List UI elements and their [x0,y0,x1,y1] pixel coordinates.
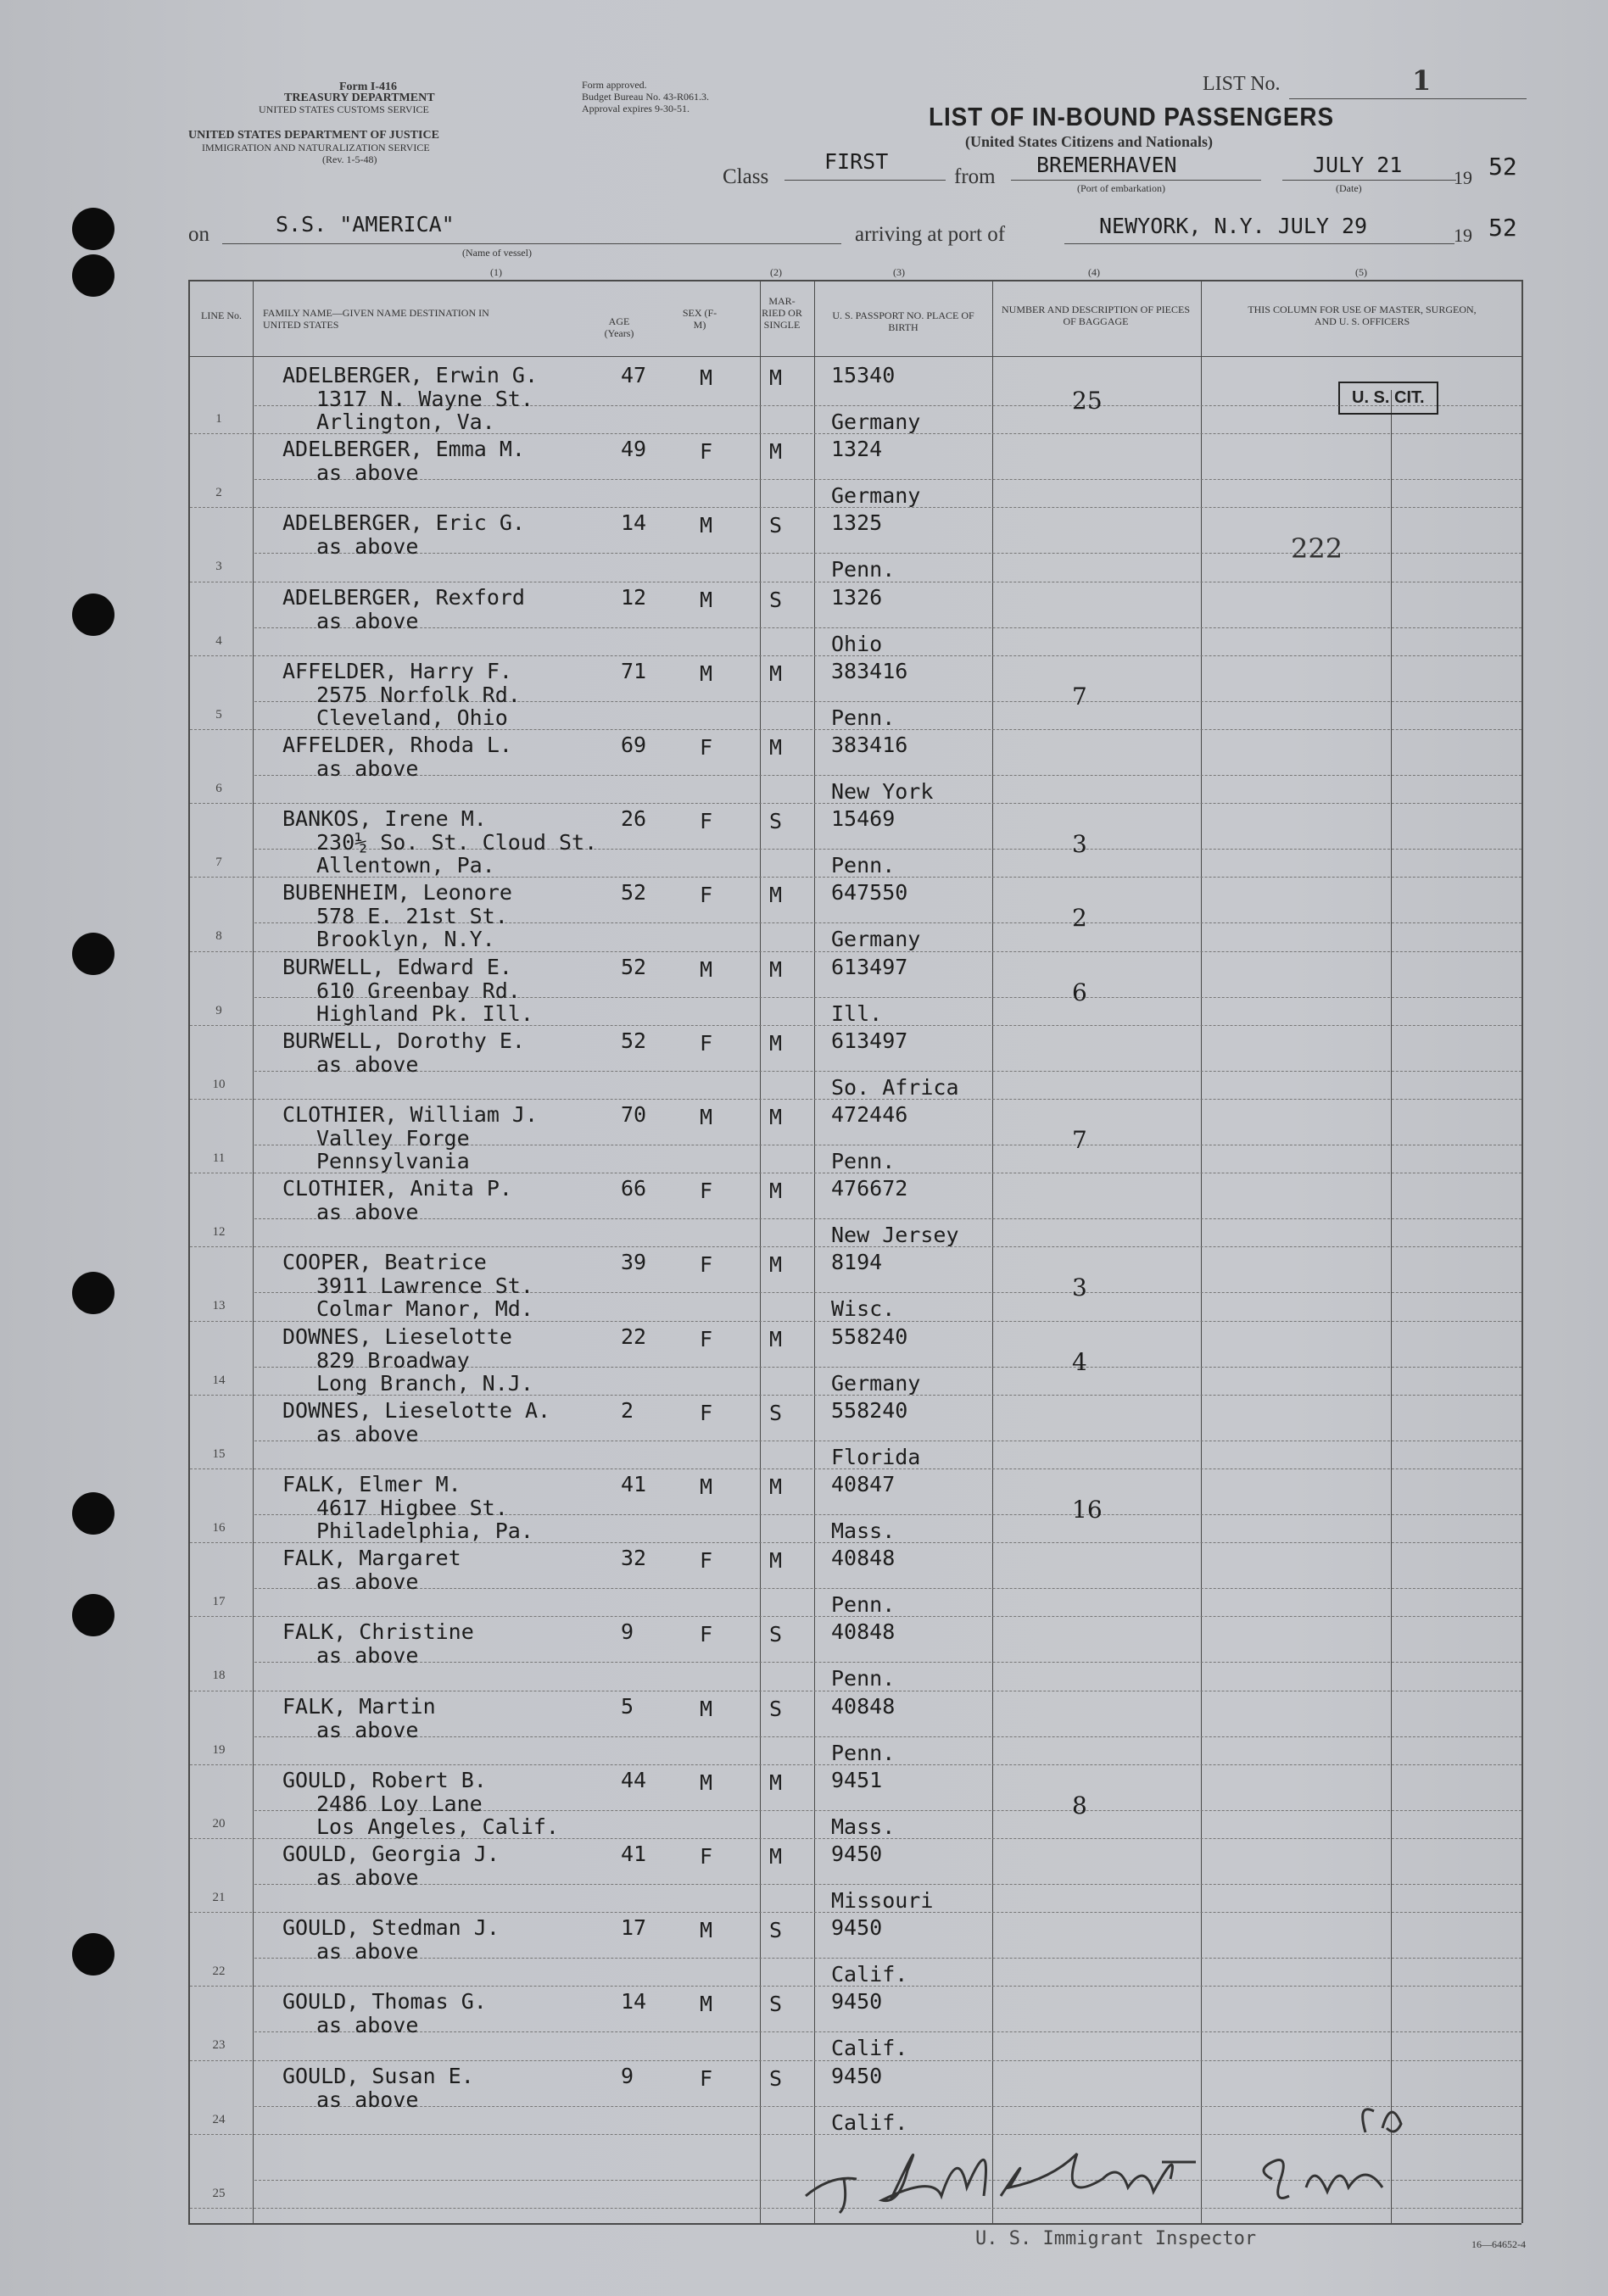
line-number: 15 [212,1446,226,1461]
passenger-name: FALK, Margaret [282,1546,461,1571]
baggage-count: 2 [1072,904,1087,933]
address-line-1: as above [316,2087,419,2112]
marital-status: M [769,1326,783,1351]
line-number: 24 [212,2112,226,2126]
year-prefix: 19 [1454,167,1472,188]
annotation-222: 222 [1291,532,1343,565]
address-line-2: Philadelphia, Pa. [316,1519,533,1543]
sex: M [700,1474,713,1499]
passport-number: 383416 [831,658,908,683]
sex: M [700,660,713,686]
budget-bureau: Budget Bureau No. 43-R061.3. [582,91,709,103]
arrival-underline [1064,243,1454,244]
address-line-2: Brooklyn, N.Y. [316,927,495,952]
line-number: 16 [212,1521,226,1535]
place-of-birth: Mass. [831,1519,896,1543]
baggage-count: 4 [1072,1347,1087,1376]
place-of-birth: Germany [831,927,921,952]
col-divider [253,280,254,2223]
sex: F [700,1844,713,1869]
header-baggage: NUMBER AND DESCRIPTION OF PIECES OF BAGGAGE [1001,304,1191,327]
inspector-signature [797,2094,1459,2221]
age: 41 [621,1472,647,1496]
sex: M [700,513,713,538]
line-number: 19 [212,1742,226,1757]
column-number-4: (4) [1088,266,1100,278]
passenger-name: FALK, Elmer M. [282,1472,461,1496]
line-number: 13 [212,1299,226,1313]
embark-date: JULY 21 [1313,153,1403,177]
marital-status: M [769,1252,783,1278]
header-name: FAMILY NAME—GIVEN NAME DESTINATION IN UNITED STATES [263,307,489,331]
row-guide [254,775,1521,776]
header-married: MAR- RIED OR SINGLE [762,295,802,331]
age: 70 [621,1102,647,1127]
col-divider [1201,280,1202,2223]
line-number: 18 [212,1669,226,1683]
punch-hole [72,254,114,297]
marital-status: M [769,439,783,465]
sex: F [700,883,713,908]
row-guide [254,1662,1521,1663]
address-line-1: as above [316,1200,419,1225]
row-guide [254,1588,1521,1589]
baggage-count: 3 [1072,1273,1087,1302]
baggage-count: 25 [1072,387,1103,415]
header-line-no: LINE No. [201,309,242,321]
arriving-label: arriving at port of [855,223,1006,246]
passenger-name: DOWNES, Lieselotte A. [282,1397,551,1423]
form-approved: Form approved. [582,79,647,91]
line-number: 6 [215,782,222,795]
age: 32 [621,1546,647,1571]
marital-status: S [769,2065,783,2091]
age: 39 [621,1250,647,1275]
address-line-1: as above [316,1421,419,1446]
place-of-birth: So. Africa [831,1074,959,1100]
punch-hole [72,1933,114,1976]
line-number: 25 [212,2186,226,2200]
header-bottom-rule [188,356,1521,357]
date-caption: (Date) [1336,182,1362,194]
marital-status: M [769,660,783,686]
passport-number: 15340 [831,363,896,387]
place-of-birth: Penn. [831,1592,896,1618]
baggage-count: 7 [1072,682,1087,711]
marital-status: S [769,513,783,538]
address-line-2: Highland Pk. Ill. [316,1000,533,1026]
passport-number: 15469 [831,806,896,832]
marital-status: M [769,1474,783,1499]
age: 14 [621,1989,647,2015]
col-divider [1521,280,1523,2223]
row-guide [254,1218,1521,1219]
address-line-2: Colmar Manor, Md. [316,1296,533,1322]
sex: M [700,1696,713,1721]
address-line-1: 4617 Higbee St. [316,1496,508,1520]
place-of-birth: Missouri [831,1888,934,1913]
vessel-name: S.S. "AMERICA" [276,212,455,237]
sex: F [700,439,713,465]
address-line-1: 829 Broadway [316,1347,470,1373]
age: 66 [621,1176,647,1201]
address-line-1: as above [316,460,419,486]
age: 9 [621,2063,634,2088]
from-label: from [954,165,996,188]
place-of-birth: Penn. [831,1666,896,1691]
header-age: AGE (Years) [604,315,634,339]
place-of-birth: Penn. [831,705,896,730]
marital-status: S [769,1400,783,1425]
class-underline [784,180,946,181]
marital-status: S [769,587,783,612]
address-line-1: as above [316,1051,419,1077]
customs-service: UNITED STATES CUSTOMS SERVICE [259,103,429,115]
passport-number: 472446 [831,1102,908,1127]
col-divider [188,280,190,2223]
age: 26 [621,806,647,832]
sex: F [700,1326,713,1351]
passenger-name: ADELBERGER, Emma M. [282,437,525,462]
place-of-birth: Germany [831,410,921,434]
header-sex: SEX (F-M) [682,307,717,331]
row-guide [254,479,1521,480]
place-of-birth: Penn. [831,853,896,878]
line-number: 2 [215,486,222,500]
row-guide [254,627,1521,628]
passport-number: 40847 [831,1472,896,1496]
document-title: LIST OF IN-BOUND PASSENGERS [929,102,1334,131]
passport-number: 9450 [831,1915,883,1941]
place-of-birth: New York [831,779,934,804]
address-line-1: as above [316,608,419,633]
sex: F [700,1252,713,1278]
passenger-name: GOULD, Susan E. [282,2063,474,2088]
punch-hole [72,933,114,975]
place-of-birth: Germany [831,483,921,509]
sex: F [700,1400,713,1425]
line-number: 20 [212,1816,226,1831]
class-label: Class [723,165,769,188]
sex: F [700,1622,713,1647]
port-of-embarkation: BREMERHAVEN [1036,153,1177,177]
form-revision: (Rev. 1-5-48) [322,153,377,165]
treasury-dept: TREASURY DEPARTMENT [284,92,435,104]
passenger-name: ADELBERGER, Eric G. [282,510,525,536]
passport-number: 383416 [831,733,908,757]
col-divider [760,280,761,2223]
line-number: 3 [215,560,222,574]
marital-status: M [769,1548,783,1574]
passenger-name: FALK, Christine [282,1619,474,1645]
passenger-name: BUBENHEIM, Leonore [282,880,512,906]
sex: F [700,1030,713,1056]
place-of-birth: Calif. [831,2036,908,2061]
age: 22 [621,1324,647,1349]
line-number: 1 [215,412,222,426]
approval-expires: Approval expires 9-30-51. [582,103,690,114]
passenger-name: ADELBERGER, Rexford [282,584,525,610]
arrival-port-date: NEWYORK, N.Y. JULY 29 [1099,214,1368,238]
list-no-label: LIST No. [1203,73,1281,95]
address-line-1: 2486 Loy Lane [316,1791,483,1816]
address-line-2: Cleveland, Ohio [316,705,508,730]
print-code: 16—64652-4 [1471,2238,1526,2250]
age: 52 [621,1028,647,1053]
address-line-1: 578 E. 21st St. [316,904,508,929]
passport-number: 9450 [831,2063,883,2088]
passport-number: 558240 [831,1324,908,1349]
address-line-1: as above [316,1643,419,1669]
passenger-name: GOULD, Stedman J. [282,1915,500,1941]
address-line-2: Pennsylvania [316,1149,470,1173]
row-guide [254,1736,1521,1737]
marital-status: M [769,956,783,982]
line-number: 7 [215,855,222,870]
class-value: FIRST [824,149,889,174]
table-bottom-rule [188,2223,1521,2225]
baggage-count: 8 [1072,1791,1087,1820]
passport-number: 476672 [831,1176,908,1201]
passenger-name: GOULD, Thomas G. [282,1989,487,2015]
vessel-caption: (Name of vessel) [462,247,532,259]
sex: M [700,1105,713,1129]
baggage-count: 7 [1072,1126,1087,1154]
address-line-1: as above [316,1939,419,1964]
place-of-birth: Florida [831,1444,921,1469]
sex: M [700,1769,713,1795]
us-citizen-stamp: U. S. CIT. [1338,382,1438,415]
passport-number: 647550 [831,880,908,906]
table-top-rule [188,280,1521,281]
header-passport: U. S. PASSPORT NO. PLACE OF BIRTH [832,309,974,333]
row-guide [254,1958,1521,1959]
age: 12 [621,584,647,610]
col-divider [814,280,815,2223]
marital-status: S [769,1992,783,2017]
passport-number: 40848 [831,1619,896,1645]
list-no-value: 1 [1412,64,1432,97]
address-line-2: Los Angeles, Calif. [316,1814,559,1839]
sex: M [700,1918,713,1943]
inspector-caption: U. S. Immigrant Inspector [975,2228,1257,2249]
age: 47 [621,363,647,387]
address-line-1: as above [316,534,419,560]
line-number: 17 [212,1595,226,1609]
sex: F [700,735,713,760]
place-of-birth: Mass. [831,1814,896,1839]
passenger-name: GOULD, Georgia J. [282,1842,500,1866]
line-number: 11 [212,1151,226,1165]
address-line-1: Valley Forge [316,1126,470,1151]
passport-number: 1325 [831,510,883,536]
address-line-1: 3911 Lawrence St. [316,1273,533,1299]
address-line-1: as above [316,1865,419,1890]
passenger-name: ADELBERGER, Erwin G. [282,363,539,387]
place-of-birth: Ill. [831,1000,883,1026]
date-underline [1282,180,1456,181]
address-line-1: 1317 N. Wayne St. [316,387,533,411]
age: 69 [621,733,647,757]
marital-status: M [769,1769,783,1795]
passenger-name: DOWNES, Lieselotte [282,1324,512,1349]
list-no-underline [1289,98,1527,99]
marital-status: S [769,1918,783,1943]
line-number: 4 [215,633,222,648]
marital-status: M [769,883,783,908]
passport-number: 8194 [831,1250,883,1275]
passport-number: 40848 [831,1693,896,1719]
address-line-1: as above [316,1569,419,1595]
row-guide [254,2031,1521,2032]
punch-hole [72,1272,114,1314]
document-subtitle: (United States Citizens and Nationals) [965,133,1214,150]
line-number: 22 [212,1964,226,1979]
row-guide [254,1884,1521,1885]
sex: F [700,1179,713,1204]
marital-status: S [769,1622,783,1647]
arrival-year-prefix: 19 [1454,225,1472,246]
passenger-name: BANKOS, Irene M. [282,806,487,832]
column-number-5: (5) [1355,266,1367,278]
line-number: 5 [215,707,222,722]
address-line-2: Allentown, Pa. [316,853,495,878]
marital-status: M [769,735,783,760]
address-line-1: 230½ So. St. Cloud St. [316,830,598,855]
address-line-2: Long Branch, N.J. [316,1370,533,1396]
sex: M [700,956,713,982]
passenger-name: COOPER, Beatrice [282,1250,487,1275]
age: 44 [621,1767,647,1792]
place-of-birth: Penn. [831,1740,896,1765]
place-of-birth: Germany [831,1370,921,1396]
passenger-name: AFFELDER, Rhoda L. [282,733,512,757]
line-number: 10 [212,1077,226,1091]
marital-status: M [769,365,783,390]
sex: M [700,1992,713,2017]
address-line-1: 610 Greenbay Rd. [316,978,521,1003]
sex: F [700,809,713,834]
passport-number: 9450 [831,1989,883,2015]
punch-hole [72,1594,114,1636]
marital-status: M [769,1105,783,1129]
line-number: 8 [215,929,222,944]
age: 71 [621,658,647,683]
passport-number: 558240 [831,1397,908,1423]
place-of-birth: Penn. [831,557,896,582]
passport-number: 1324 [831,437,883,462]
sex: F [700,2065,713,2091]
place-of-birth: Calif. [831,2109,908,2135]
immigration-service: IMMIGRATION AND NATURALIZATION SERVICE [202,142,430,153]
passport-number: 1326 [831,584,883,610]
form-number: Form I-416 [339,81,398,93]
address-line-1: 2575 Norfolk Rd. [316,682,521,707]
baggage-count: 3 [1072,830,1087,859]
baggage-count: 16 [1072,1496,1103,1524]
passenger-name: AFFELDER, Harry F. [282,658,512,683]
address-line-1: as above [316,756,419,781]
line-number: 12 [212,1225,226,1240]
marital-status: M [769,1179,783,1204]
embark-caption: (Port of embarkation) [1077,182,1165,194]
age: 52 [621,954,647,979]
address-line-1: as above [316,2013,419,2038]
line-number: 21 [212,1891,226,1904]
marital-status: S [769,1696,783,1721]
age: 2 [621,1397,634,1423]
age: 41 [621,1842,647,1866]
passport-number: 613497 [831,1028,908,1053]
sex: F [700,1548,713,1574]
age: 5 [621,1693,634,1719]
line-number: 23 [212,2038,226,2053]
passenger-name: BURWELL, Dorothy E. [282,1028,525,1053]
row-guide [254,1071,1521,1072]
age: 49 [621,437,647,462]
passenger-name: FALK, Martin [282,1693,436,1719]
address-line-1: as above [316,1717,419,1742]
embark-underline [1011,180,1261,181]
age: 14 [621,510,647,536]
punch-hole [72,208,114,250]
place-of-birth: Ohio [831,631,883,656]
passenger-name: BURWELL, Edward E. [282,954,512,979]
on-label: on [188,223,209,246]
place-of-birth: Wisc. [831,1296,896,1322]
passenger-name: GOULD, Robert B. [282,1767,487,1792]
col-divider [992,280,993,2223]
passport-number: 613497 [831,954,908,979]
passenger-name: CLOTHIER, William J. [282,1102,539,1127]
punch-hole [72,1492,114,1535]
embark-year: 52 [1488,153,1517,181]
age: 52 [621,880,647,906]
marital-status: S [769,809,783,834]
column-number-2: (2) [770,266,782,278]
column-number-1: (1) [490,266,502,278]
punch-hole [72,594,114,636]
baggage-count: 6 [1072,978,1087,1006]
marital-status: M [769,1030,783,1056]
place-of-birth: Calif. [831,1962,908,1987]
place-of-birth: Penn. [831,1149,896,1173]
address-line-2: Arlington, Va. [316,410,495,434]
passenger-name: CLOTHIER, Anita P. [282,1176,512,1201]
sex: M [700,365,713,390]
header-officers: THIS COLUMN FOR USE OF MASTER, SURGEON, AND U. S. OFFICERS [1248,304,1477,327]
passport-number: 9450 [831,1842,883,1866]
col-divider [1391,390,1392,2223]
passport-number: 9451 [831,1767,883,1792]
sex: M [700,587,713,612]
column-number-3: (3) [893,266,905,278]
marital-status: M [769,1844,783,1869]
vessel-underline [222,243,841,244]
age: 17 [621,1915,647,1941]
justice-dept: UNITED STATES DEPARTMENT OF JUSTICE [188,129,439,142]
arrival-year: 52 [1488,214,1517,242]
passport-number: 40848 [831,1546,896,1571]
place-of-birth: New Jersey [831,1223,959,1248]
line-number: 9 [215,1003,222,1017]
age: 9 [621,1619,634,1645]
row-guide [254,553,1521,554]
line-number: 14 [212,1373,226,1387]
